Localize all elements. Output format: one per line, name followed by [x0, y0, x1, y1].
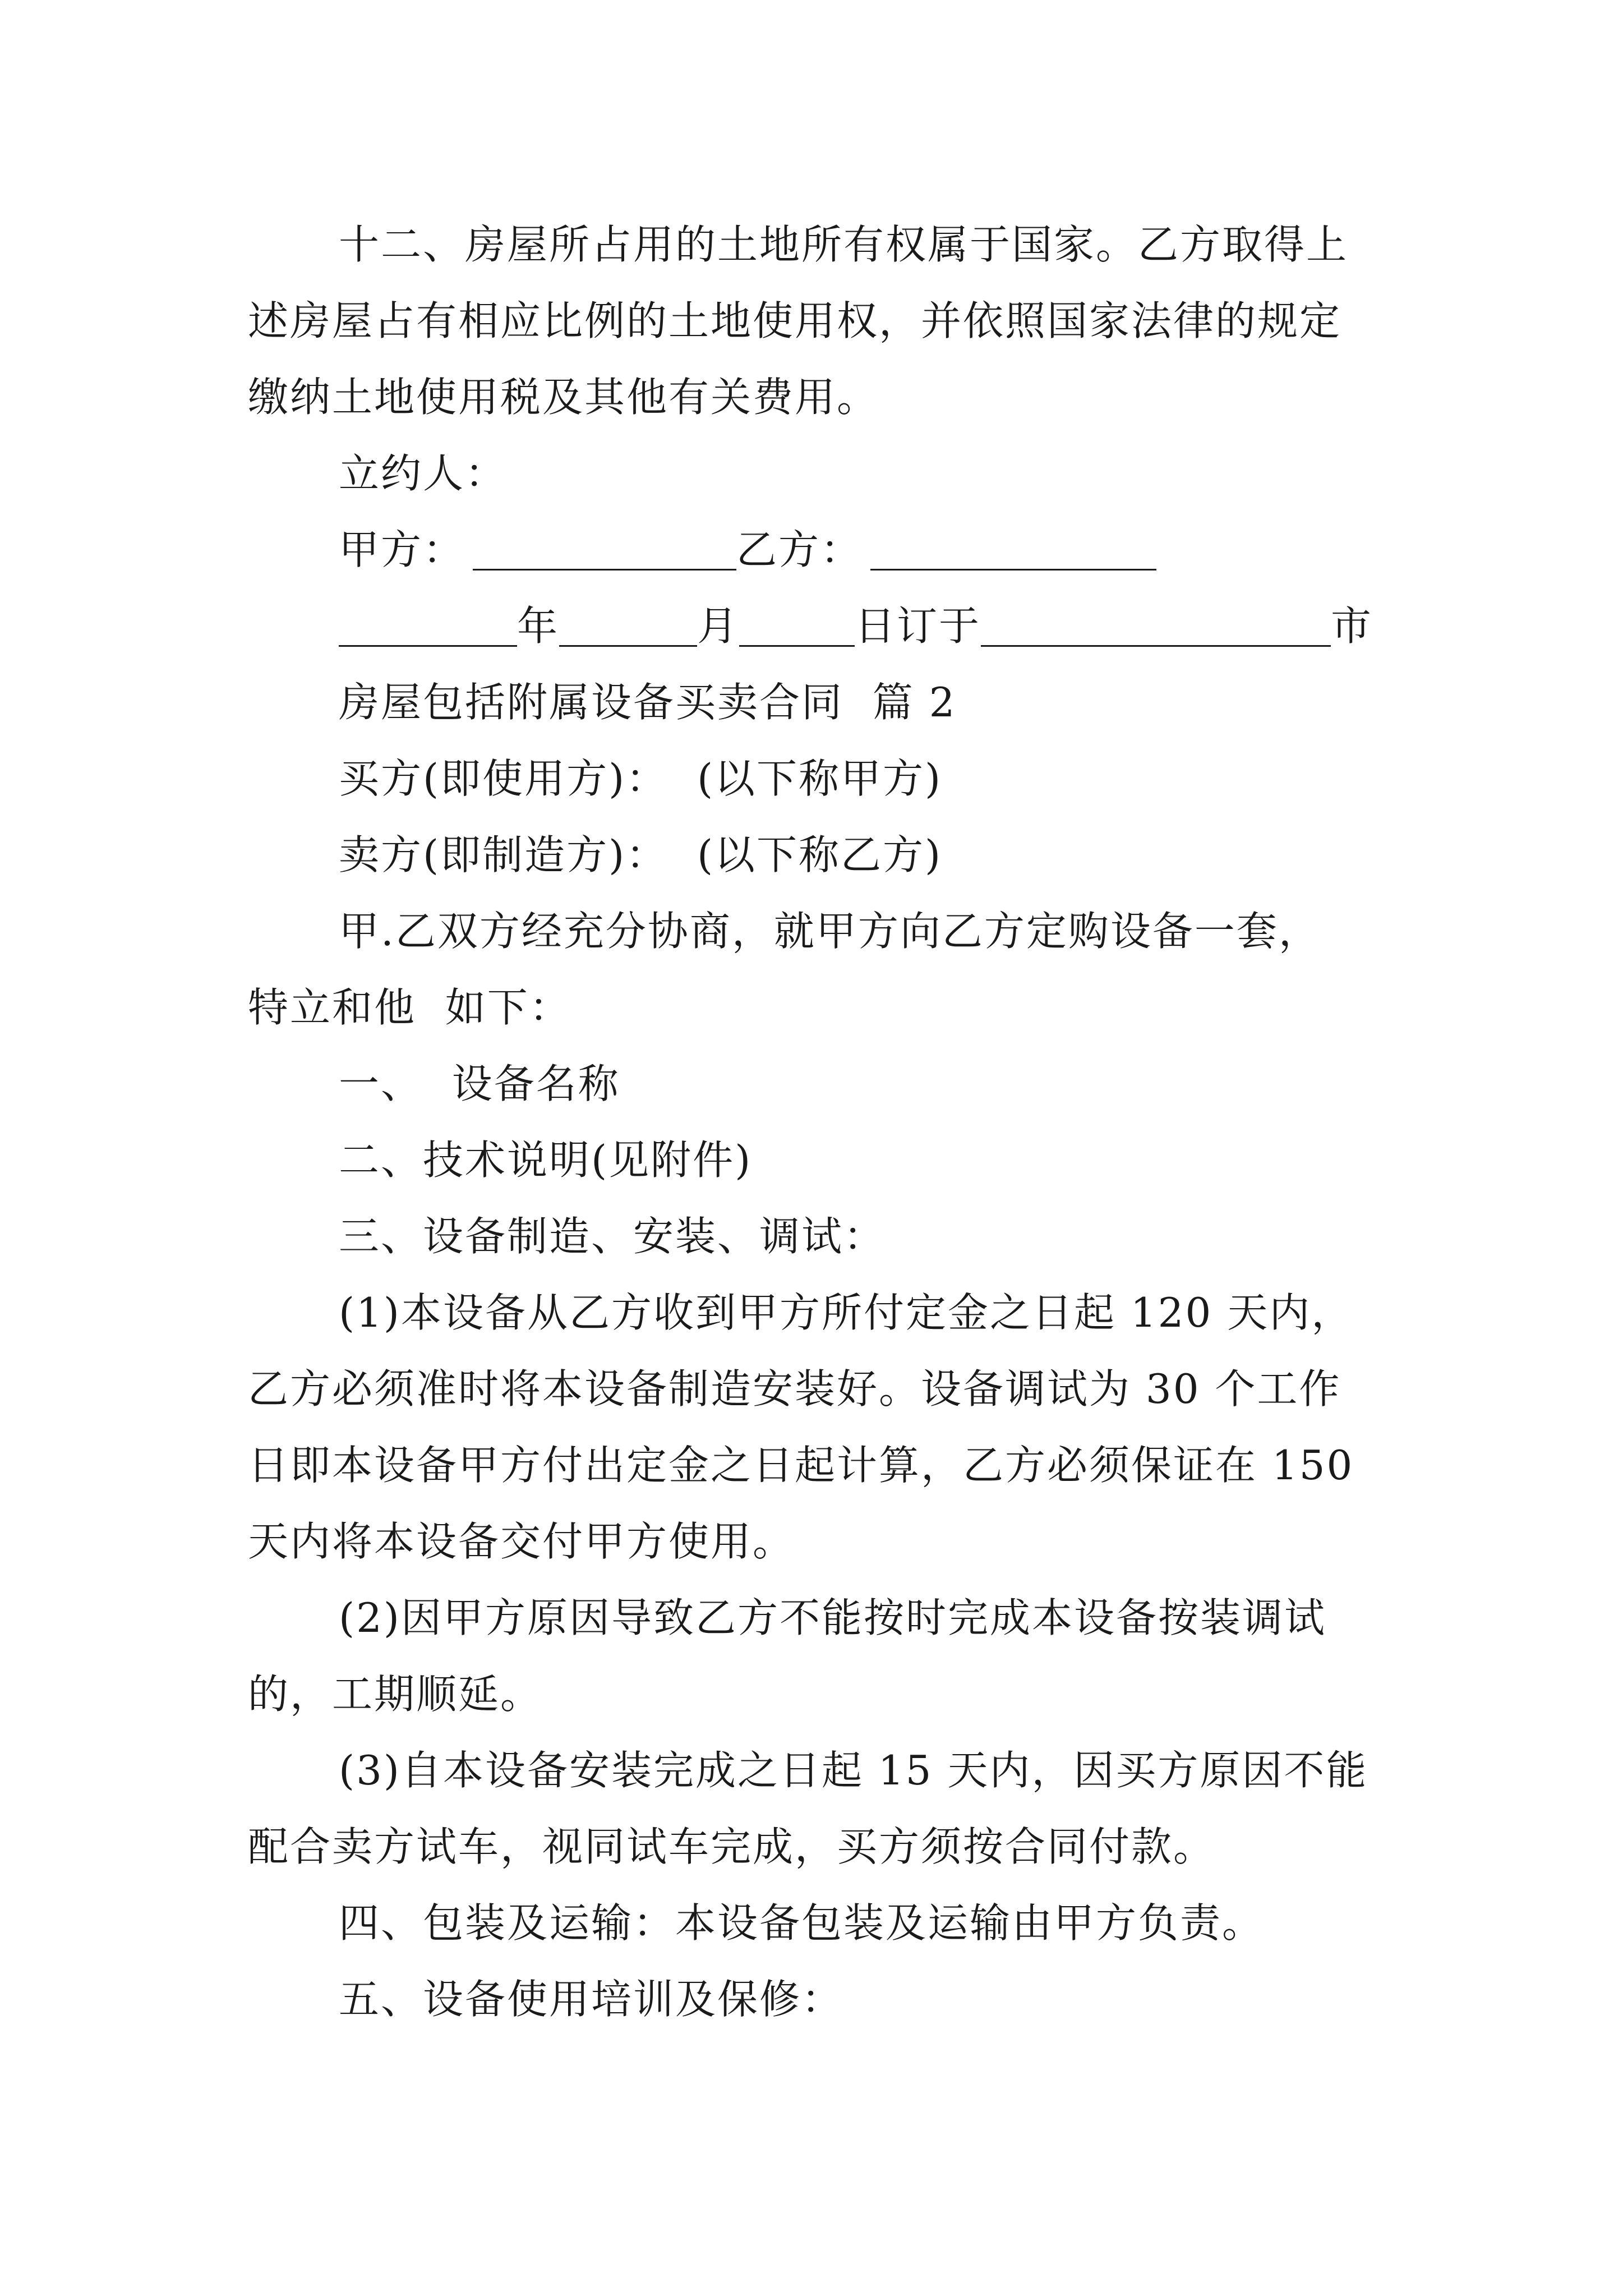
party-a-blank — [473, 527, 736, 570]
sub-1-line-4: 天内将本设备交付甲方使用。 — [248, 1518, 795, 1565]
sub-1-line-3: 日即本设备甲方付出定金之日起计算，乙方必须保证在 150 — [248, 1442, 1354, 1489]
day-blank — [739, 604, 855, 647]
year-blank — [339, 604, 517, 647]
sub-1-line-1: (1)本设备从乙方收到甲方所付定金之日起 120 天内， — [339, 1289, 1354, 1336]
item-3: 三、设备制造、安装、调试： — [339, 1213, 886, 1260]
item-4: 四、包装及运输：本设备包装及运输由甲方负责。 — [339, 1899, 1265, 1947]
sub-3-line-2: 配合卖方试车，视同试车完成，买方须按合同付款。 — [248, 1823, 1216, 1870]
document-body — [248, 206, 1386, 2037]
seller-line: 卖方(即制造方)： (以下称乙方) — [339, 831, 943, 878]
item-2: 二、技术说明(见附件) — [339, 1137, 753, 1184]
party-a-label: 甲方： — [339, 526, 465, 573]
contract-2-title: 房屋包括附属设备买卖合同 篇 2 — [339, 679, 957, 726]
place-blank — [981, 604, 1331, 647]
city-label: 市 — [1331, 602, 1373, 650]
sub-3-line-1: (3)自本设备安装完成之日起 15 天内，因买方原因不能 — [339, 1747, 1368, 1794]
clause-12-line-3: 缴纳土地使用税及其他有关费用。 — [248, 374, 879, 421]
party-signature-line — [248, 512, 1386, 588]
item-1: 一、 设备名称 — [339, 1060, 620, 1107]
sub-2-line-2: 的，工期顺延。 — [248, 1671, 543, 1718]
intro-line-1: 甲.乙双方经充分协商，就甲方向乙方定购设备一套， — [339, 908, 1321, 955]
sub-1-line-2: 乙方必须准时将本设备制造安装好。设备调试为 30 个工作 — [248, 1365, 1341, 1412]
date-place-line — [248, 588, 1386, 664]
clause-12-line-1: 十二、房屋所占用的土地所有权属于国家。乙方取得上 — [339, 221, 1349, 268]
month-label: 月 — [697, 602, 740, 650]
sub-2-line-1: (2)因甲方原因导致乙方不能按时完成本设备按装调试 — [339, 1594, 1326, 1641]
signatory-label: 立约人： — [339, 450, 508, 497]
day-signed-at-label: 日订于 — [855, 602, 981, 650]
party-b-label: 乙方： — [736, 526, 863, 573]
intro-line-2: 特立和他 如下： — [248, 984, 571, 1031]
year-label: 年 — [517, 602, 560, 650]
buyer-line: 买方(即使用方)： (以下称甲方) — [339, 755, 943, 802]
item-5: 五、设备使用培训及保修： — [339, 1976, 844, 2023]
month-blank — [559, 604, 697, 647]
party-b-blank — [870, 527, 1156, 570]
clause-12-line-2: 述房屋占有相应比例的土地使用权，并依照国家法律的规定 — [248, 297, 1342, 344]
